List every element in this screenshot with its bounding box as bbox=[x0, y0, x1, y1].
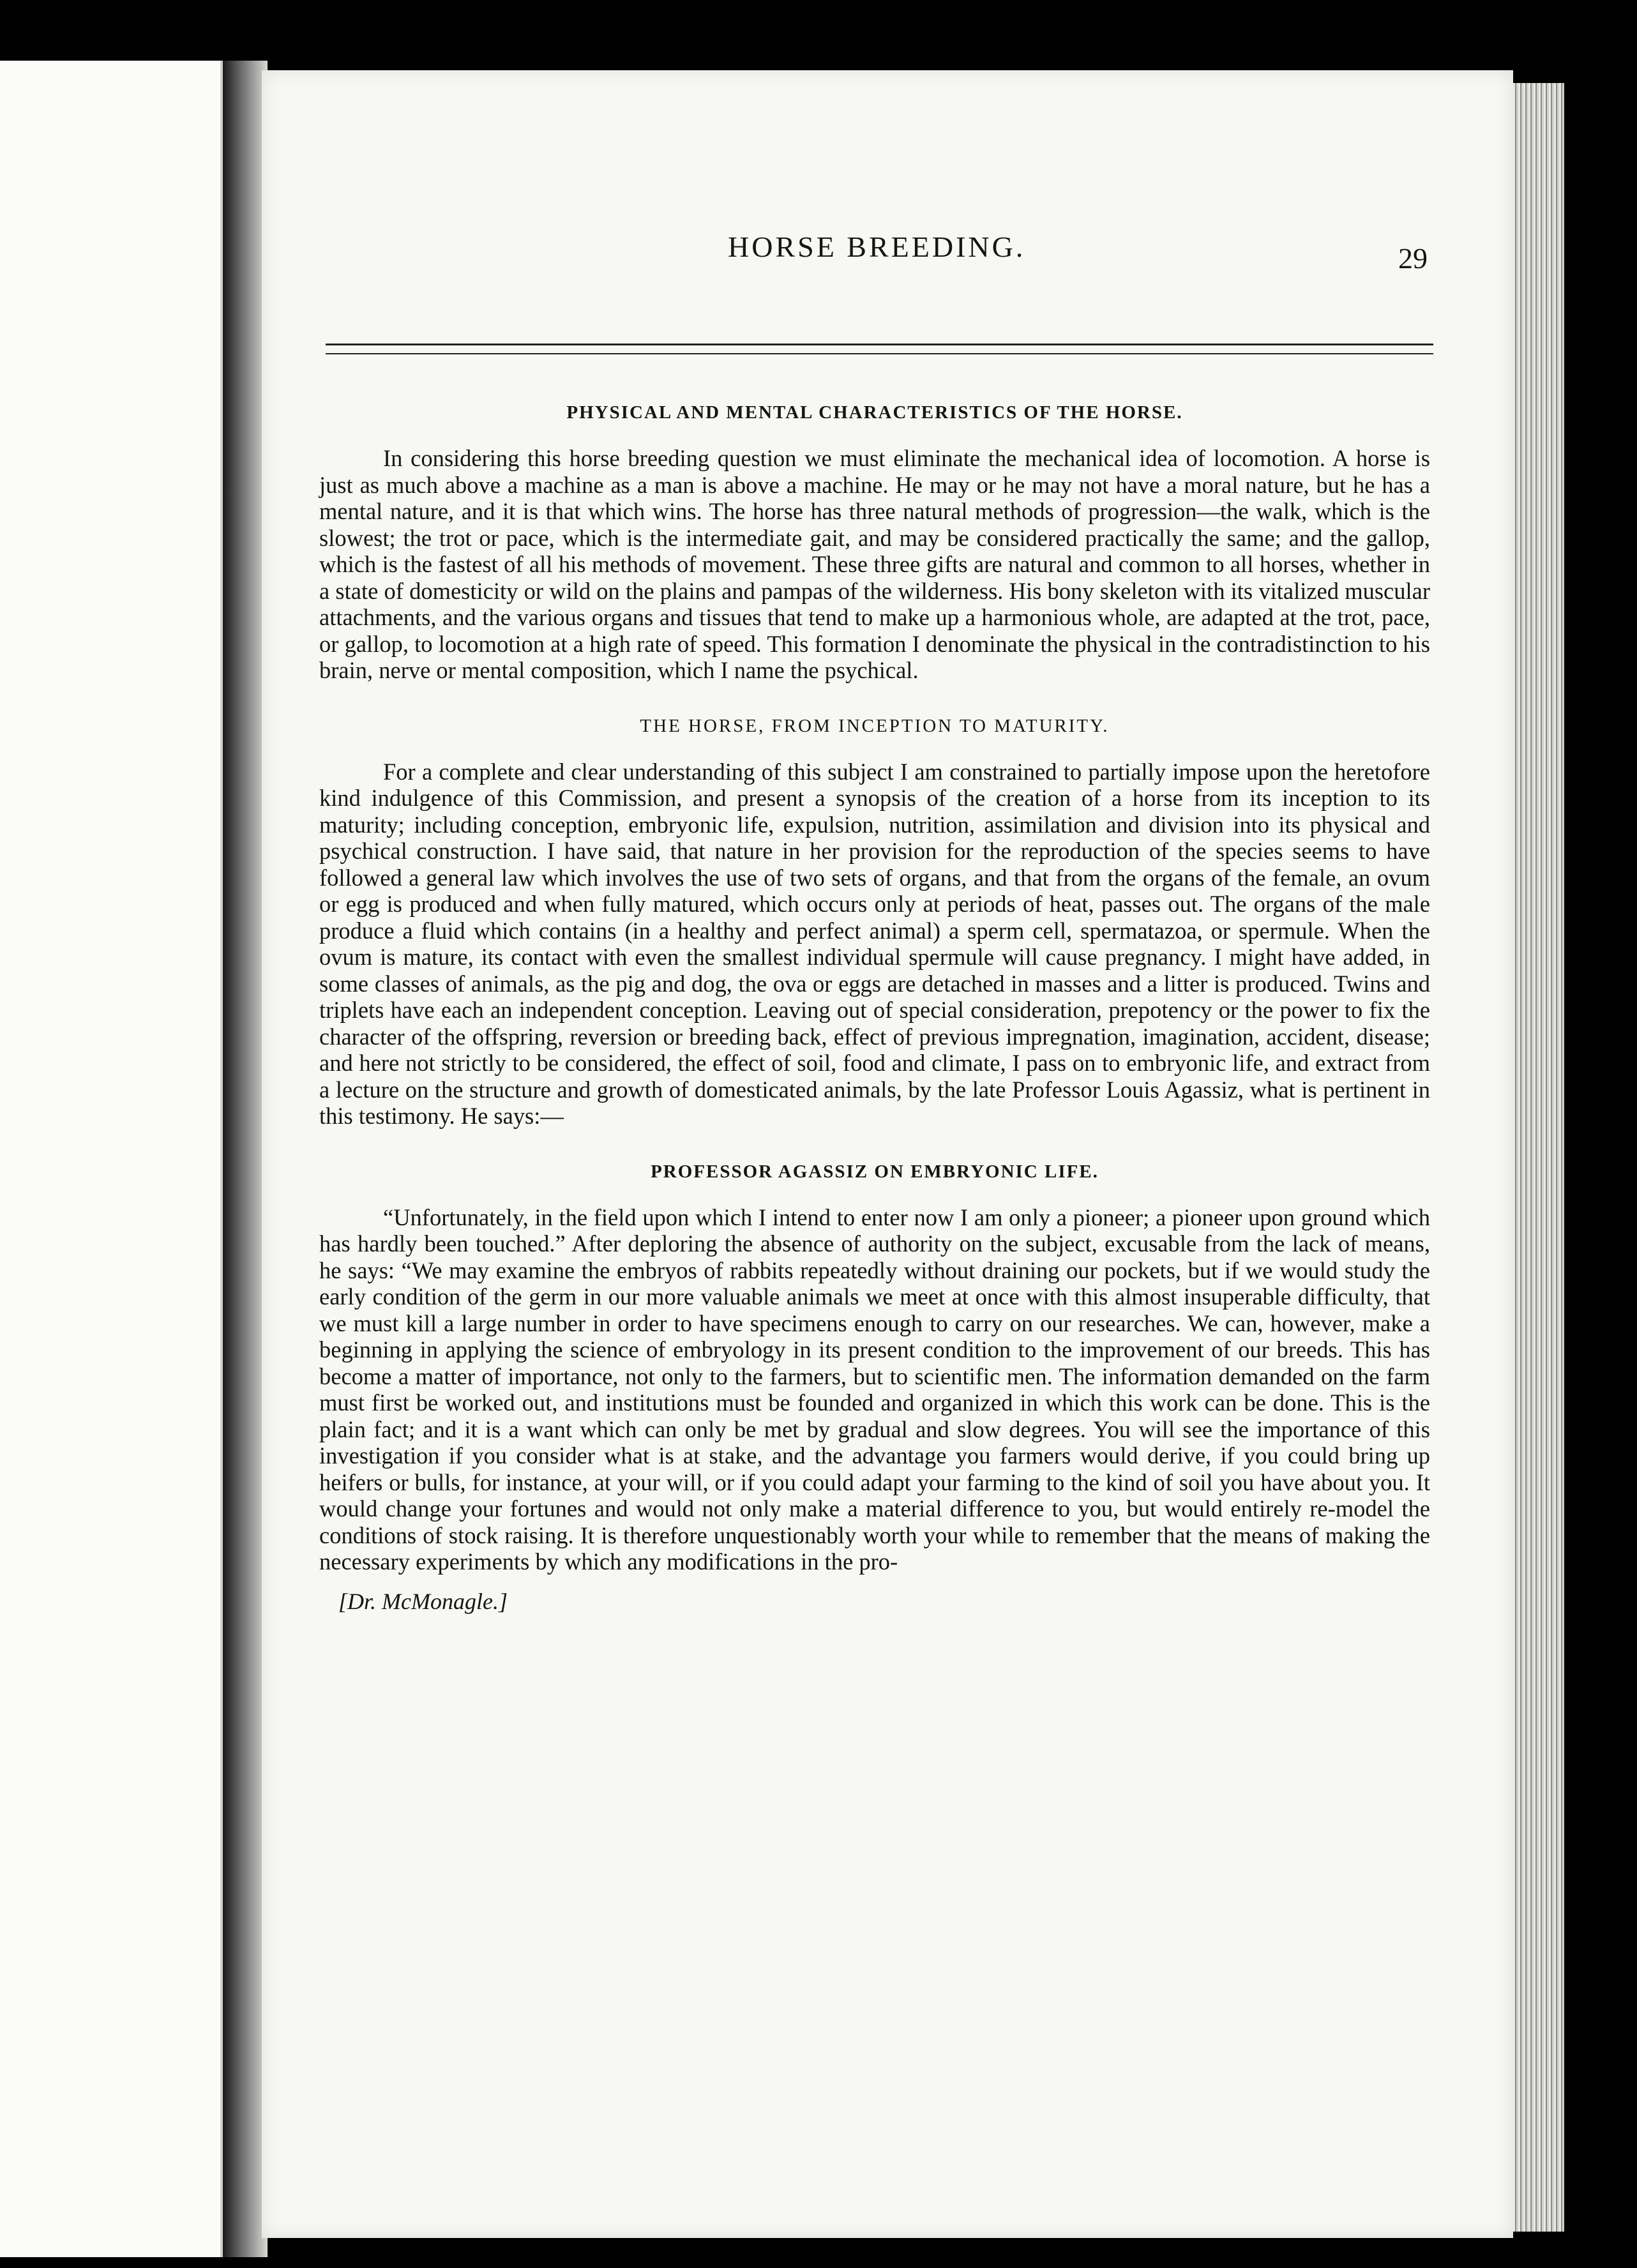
section-heading-physical-mental: PHYSICAL AND MENTAL CHARACTERISTICS OF THE HORSE. bbox=[566, 402, 1183, 423]
page-number: 29 bbox=[1398, 242, 1428, 275]
book-page bbox=[262, 70, 1513, 2238]
section-heading-agassiz: PROFESSOR AGASSIZ ON EMBRYONIC LIFE. bbox=[651, 1161, 1099, 1182]
signature: [Dr. McMonagle.] bbox=[338, 1588, 508, 1614]
facing-page bbox=[0, 61, 223, 2257]
page-edges bbox=[1513, 83, 1564, 2232]
paragraph-agassiz: “Unfortunately, in the field upon which I intend to enter now I am only a pioneer; a pioneer upon ground which has hardly been touched.” After deploring the absence of authority on the subject, excusable from the lack of means, he says: “We may examine the embryos of rabbits repeatedly without draining our pockets, but if we would study the early condition of the germ in our more valuable animals we meet at once with this almost insuperable difficulty, that we must kill a large number in order to have specimens enough to carry on our researches. We can, however, make a beginning in applying the science of embryology in its present condition to the improvement of our breeds. This has become a matter of importance, not only to the farmers, but to scientific men. The information demanded on the farm must first be worked out, and institutions must be founded and organized in which this work can be done. This is the plain fact; and it is a want which can only be met by gradual and slow degrees. You will see the importance of this investigation if you consider what is at stake, and the advantage you farmers would derive, if you could bring up heifers or bulls, for instance, at your will, or if you could adapt your farming to the kind of soil you have about you. It would change your fortunes and would not only make a material difference to you, but would entirely re-model the conditions of stock raising. It is therefore unquestionably worth your while to remember that the means of making the necessary experiments by which any modifications in the pro- bbox=[319, 1204, 1430, 1575]
running-title: HORSE BREEDING. bbox=[728, 231, 1026, 263]
section-heading-inception-maturity: THE HORSE, FROM INCEPTION TO MATURITY. bbox=[640, 715, 1110, 736]
paragraph-inception-maturity: For a complete and clear understanding of this subject I am constrained to partially impose upon the heretofore kind indulgence of this Commission, and present a synopsis of the creation of a horse from its inception to its maturity; including conception, embryonic life, expulsion, nutrition, assimilation and division into its physical and psychical construction. I have said, that nature in her provision for the reproduction of the species seems to have followed a general law which involves the use of two sets of organs, and that from the organs of the female, an ovum or egg is produced and when fully matured, which occurs only at periods of heat, passes out. The organs of the male produce a fluid which contains (in a healthy and perfect animal) a sperm cell, spermatazoa, or spermule. When the ovum is mature, its contact with even the smallest individual spermule will cause pregnancy. I might have added, in some classes of animals, as the pig and dog, the ova or eggs are detached in masses and a litter is produced. Twins and triplets have each an independent conception. Leaving out of special consideration, prepotency or the power to fix the character of the offspring, reversion or breeding back, effect of previous impregnation, imagination, accident, disease; and here not strictly to be considered, the effect of soil, food and climate, I pass on to embryonic life, and extract from a lecture on the structure and growth of domesticated animals, by the late Professor Louis Agassiz, what is pertinent in this testimony. He says:— bbox=[319, 758, 1430, 1129]
header-rule bbox=[326, 344, 1433, 354]
paragraph-physical-mental: In considering this horse breeding question we must eliminate the mechanical idea of locomotion. A horse is just as much above a machine as a man is above a machine. He may or he may not have a moral nature, but he has a mental nature, and it is that which wins. The horse has three natural methods of progression—the walk, which is the slowest; the trot or pace, which is the intermediate gait, and may be considered practically the same; and the gallop, which is the fastest of all his methods of movement. These three gifts are natural and common to all horses, whether in a state of domesticity or wild on the plains and pampas of the wilderness. His bony skeleton with its vitalized muscular attachments, and the various organs and tissues that tend to make up a harmonious whole, are adapted at the trot, pace, or gallop, to locomotion at a high rate of speed. This formation I denominate the physical in the contradistinction to his brain, nerve or mental composition, which I name the psychical. bbox=[319, 445, 1430, 683]
book-gutter bbox=[223, 61, 268, 2257]
body-text bbox=[319, 402, 1430, 1615]
running-head bbox=[300, 230, 1437, 287]
